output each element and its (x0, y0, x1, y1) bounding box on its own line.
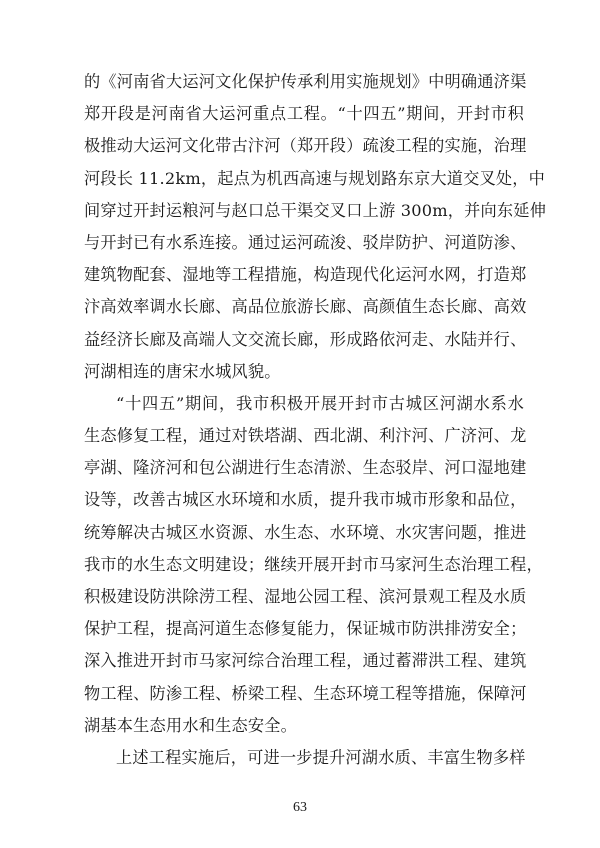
text-line: 亭湖、隆济河和包公湖进行生态清淤、生态驳岸、河口湿地建 (84, 458, 527, 478)
text-line: 上述工程实施后，可进一步提升河湖水质、丰富生物多样 (116, 747, 526, 767)
body-text (84, 66, 547, 774)
text-line: 的《河南省大运河文化保护传承利用实施规划》中明确通济渠 (84, 72, 527, 91)
paragraph-3 (84, 742, 524, 774)
paragraph-2 (84, 388, 543, 742)
text-line: 极推动大运河文化带古汴河（郑开段）疏浚工程的实施，治理 (84, 136, 527, 156)
text-line: “十四五”期间，我市积极开展开封市古城区河湖水系水 (116, 393, 524, 413)
text-line: 保护工程，提高河道生态修复能力，保证城市防洪排涝安全； (84, 619, 527, 639)
text-line: 间穿过开封运粮河与赵口总干渠交叉口上游 300m，并向东延伸 (84, 200, 547, 220)
text-line: 与开封已有水系连接。通过运河疏浚、驳岸防护、河道防渗、 (84, 232, 527, 252)
text-line: 设等，改善古城区水环境和水质，提升我市城市形象和品位， (84, 490, 527, 510)
text-line: 深入推进开封市马家河综合治理工程，通过蓄滞洪工程、建筑 (84, 651, 527, 671)
text-line: 河湖相连的唐宋水城风貌。 (84, 361, 281, 381)
text-line: 益经济长廊及高端人文交流长廊，形成路依河走、水陆并行、 (84, 329, 527, 349)
text-line: 河段长 11.2km，起点为机西高速与规划路东京大道交叉处，中 (84, 168, 546, 188)
text-line: 郑开段是河南省大运河重点工程。“十四五”期间，开封市积 (84, 104, 524, 124)
text-line: 湖基本生态用水和生态安全。 (84, 715, 298, 735)
text-line: 汴高效率调水长廊、高品位旅游长廊、高颜值生态长廊、高效 (84, 297, 527, 317)
text-line: 生态修复工程，通过对铁塔湖、西北湖、利汴河、广济河、龙 (84, 426, 527, 446)
paragraph-1 (84, 66, 547, 388)
page-number: 63 (293, 800, 307, 815)
text-line: 积极建设防洪除涝工程、湿地公园工程、滨河景观工程及水质 (84, 587, 527, 606)
text-line: 我市的水生态文明建设；继续开展开封市马家河生态治理工程， (84, 554, 543, 574)
text-line: 物工程、防渗工程、桥梁工程、生态环境工程等措施，保障河 (84, 683, 527, 703)
text-line: 统筹解决古城区水资源、水生态、水环境、水灾害问题，推进 (84, 522, 527, 542)
text-line: 建筑物配套、湿地等工程措施，构造现代化运河水网，打造郑 (84, 265, 527, 285)
